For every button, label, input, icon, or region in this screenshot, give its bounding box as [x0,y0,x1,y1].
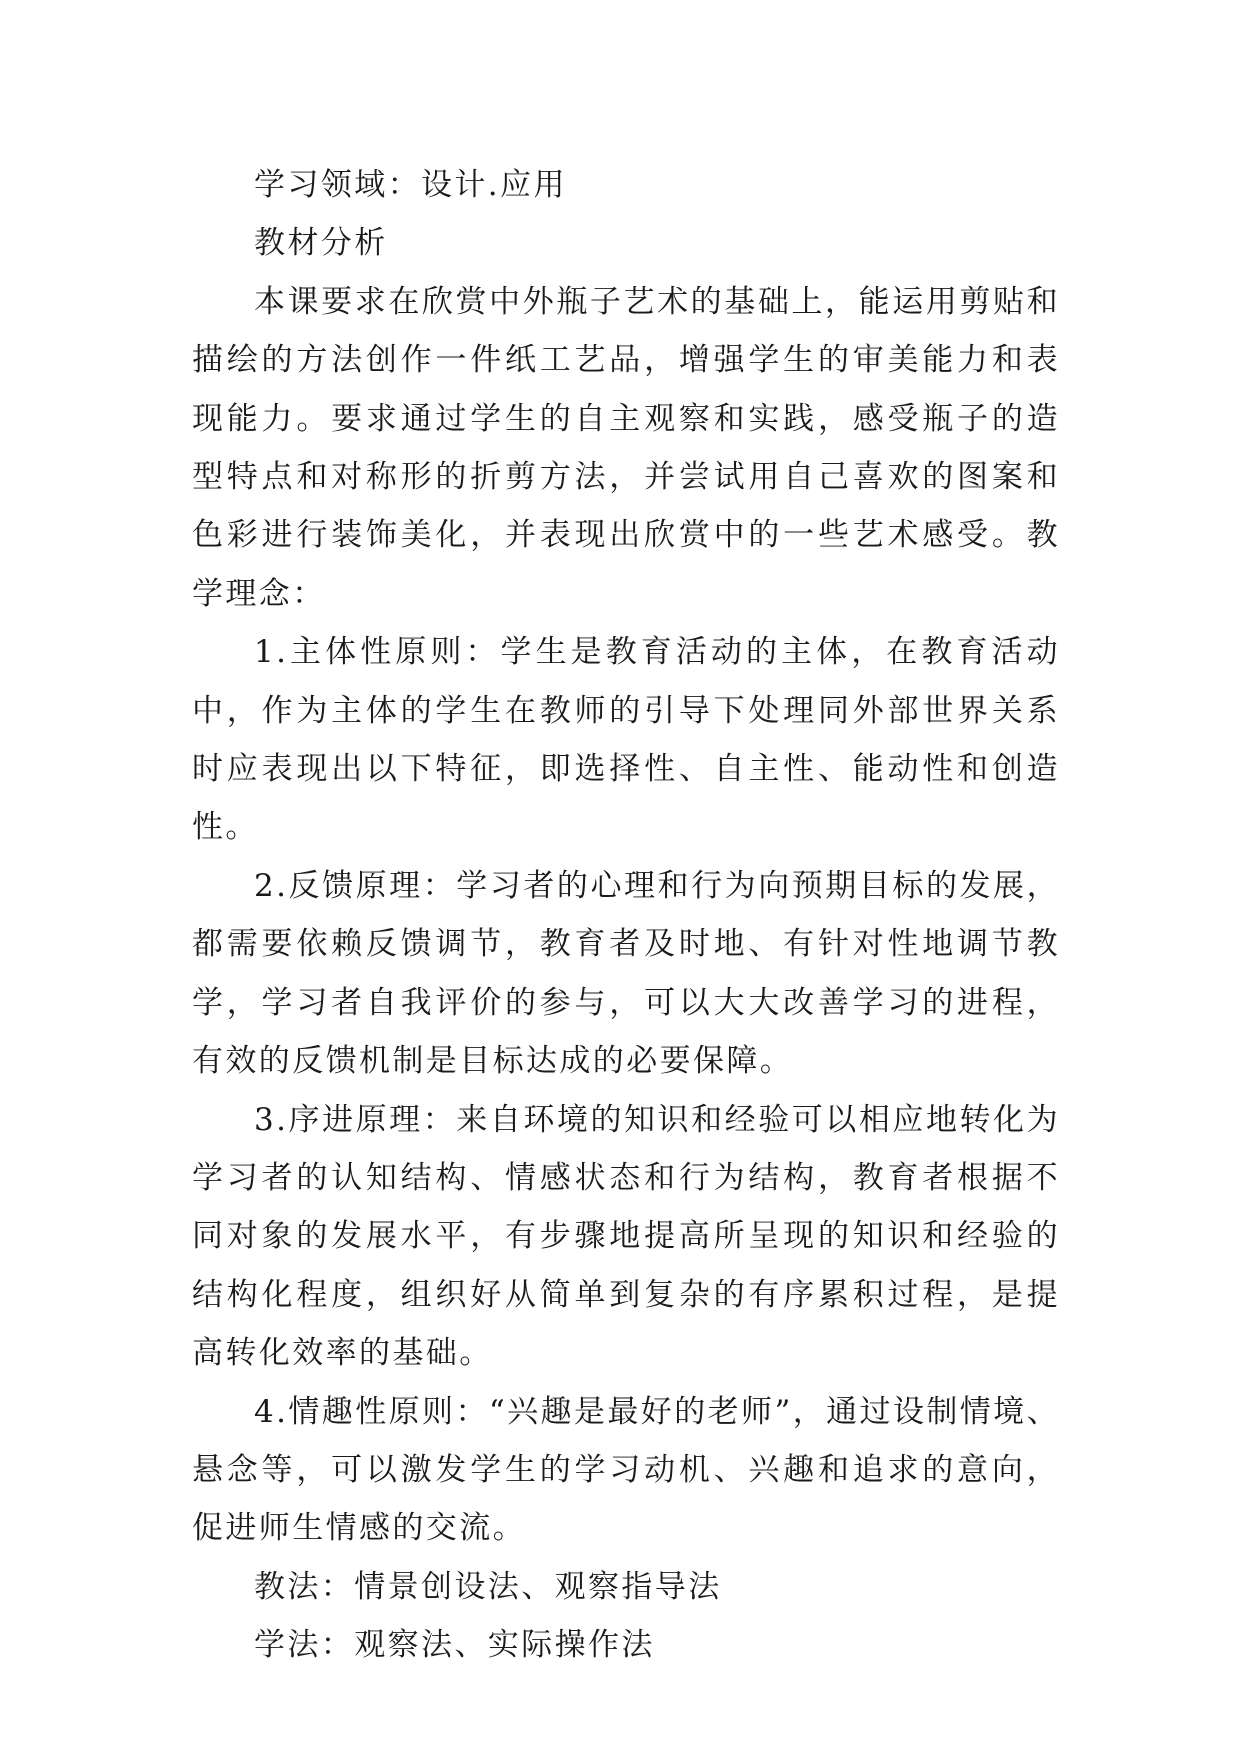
paragraph-teaching-methods: 教法：情景创设法、观察指导法 [254,1568,722,1605]
paragraph-principle-4: 4.情趣性原则：“兴趣是最好的老师”，通过设制情境、悬念等，可以激发学生的学习动机、兴趣和追求的意向，促进师生情感的交流。 [192,1393,1060,1547]
paragraph-material-analysis-heading: 教材分析 [254,225,388,262]
paragraph-principle-2: 2.反馈原理：学习者的心理和行为向预期目标的发展，都需要依赖反馈调节，教育者及时地、有针对性地调节教学，学习者自我评价的参与，可以大大改善学习的进程，有效的反馈机制是目标达成的必要保障。 [192,867,1060,1080]
paragraph-principle-3: 3.序进原理：来自环境的知识和经验可以相应地转化为学习者的认知结构、情感状态和行为结构，教育者根据不同对象的发展水平，有步骤地提高所呈现的知识和经验的结构化程度，组织好从简单到复杂的有序累积过程，是提高转化效率的基础。 [192,1101,1060,1372]
paragraph-principle-1: 1.主体性原则：学生是教育活动的主体，在教育活动中，作为主体的学生在教师的引导下处理同外部世界关系时应表现出以下特征，即选择性、自主性、能动性和创造性。 [192,634,1060,846]
paragraph-learning-domain: 学习领域：设计.应用 [254,167,567,203]
paragraph-course-requirements: 本课要求在欣赏中外瓶子艺术的基础上，能运用剪贴和描绘的方法创作一件纸工艺品，增强学生的审美能力和表现能力。要求通过学生的自主观察和实践，感受瓶子的造型特点和对称形的折剪方法，并尝试用自己喜欢的图案和色彩进行装饰美化，并表现出欣赏中的一些艺术感受。教学理念： [192,283,1060,612]
document-body [192,156,1060,1675]
paragraph-learning-methods: 学法：观察法、实际操作法 [254,1627,655,1664]
